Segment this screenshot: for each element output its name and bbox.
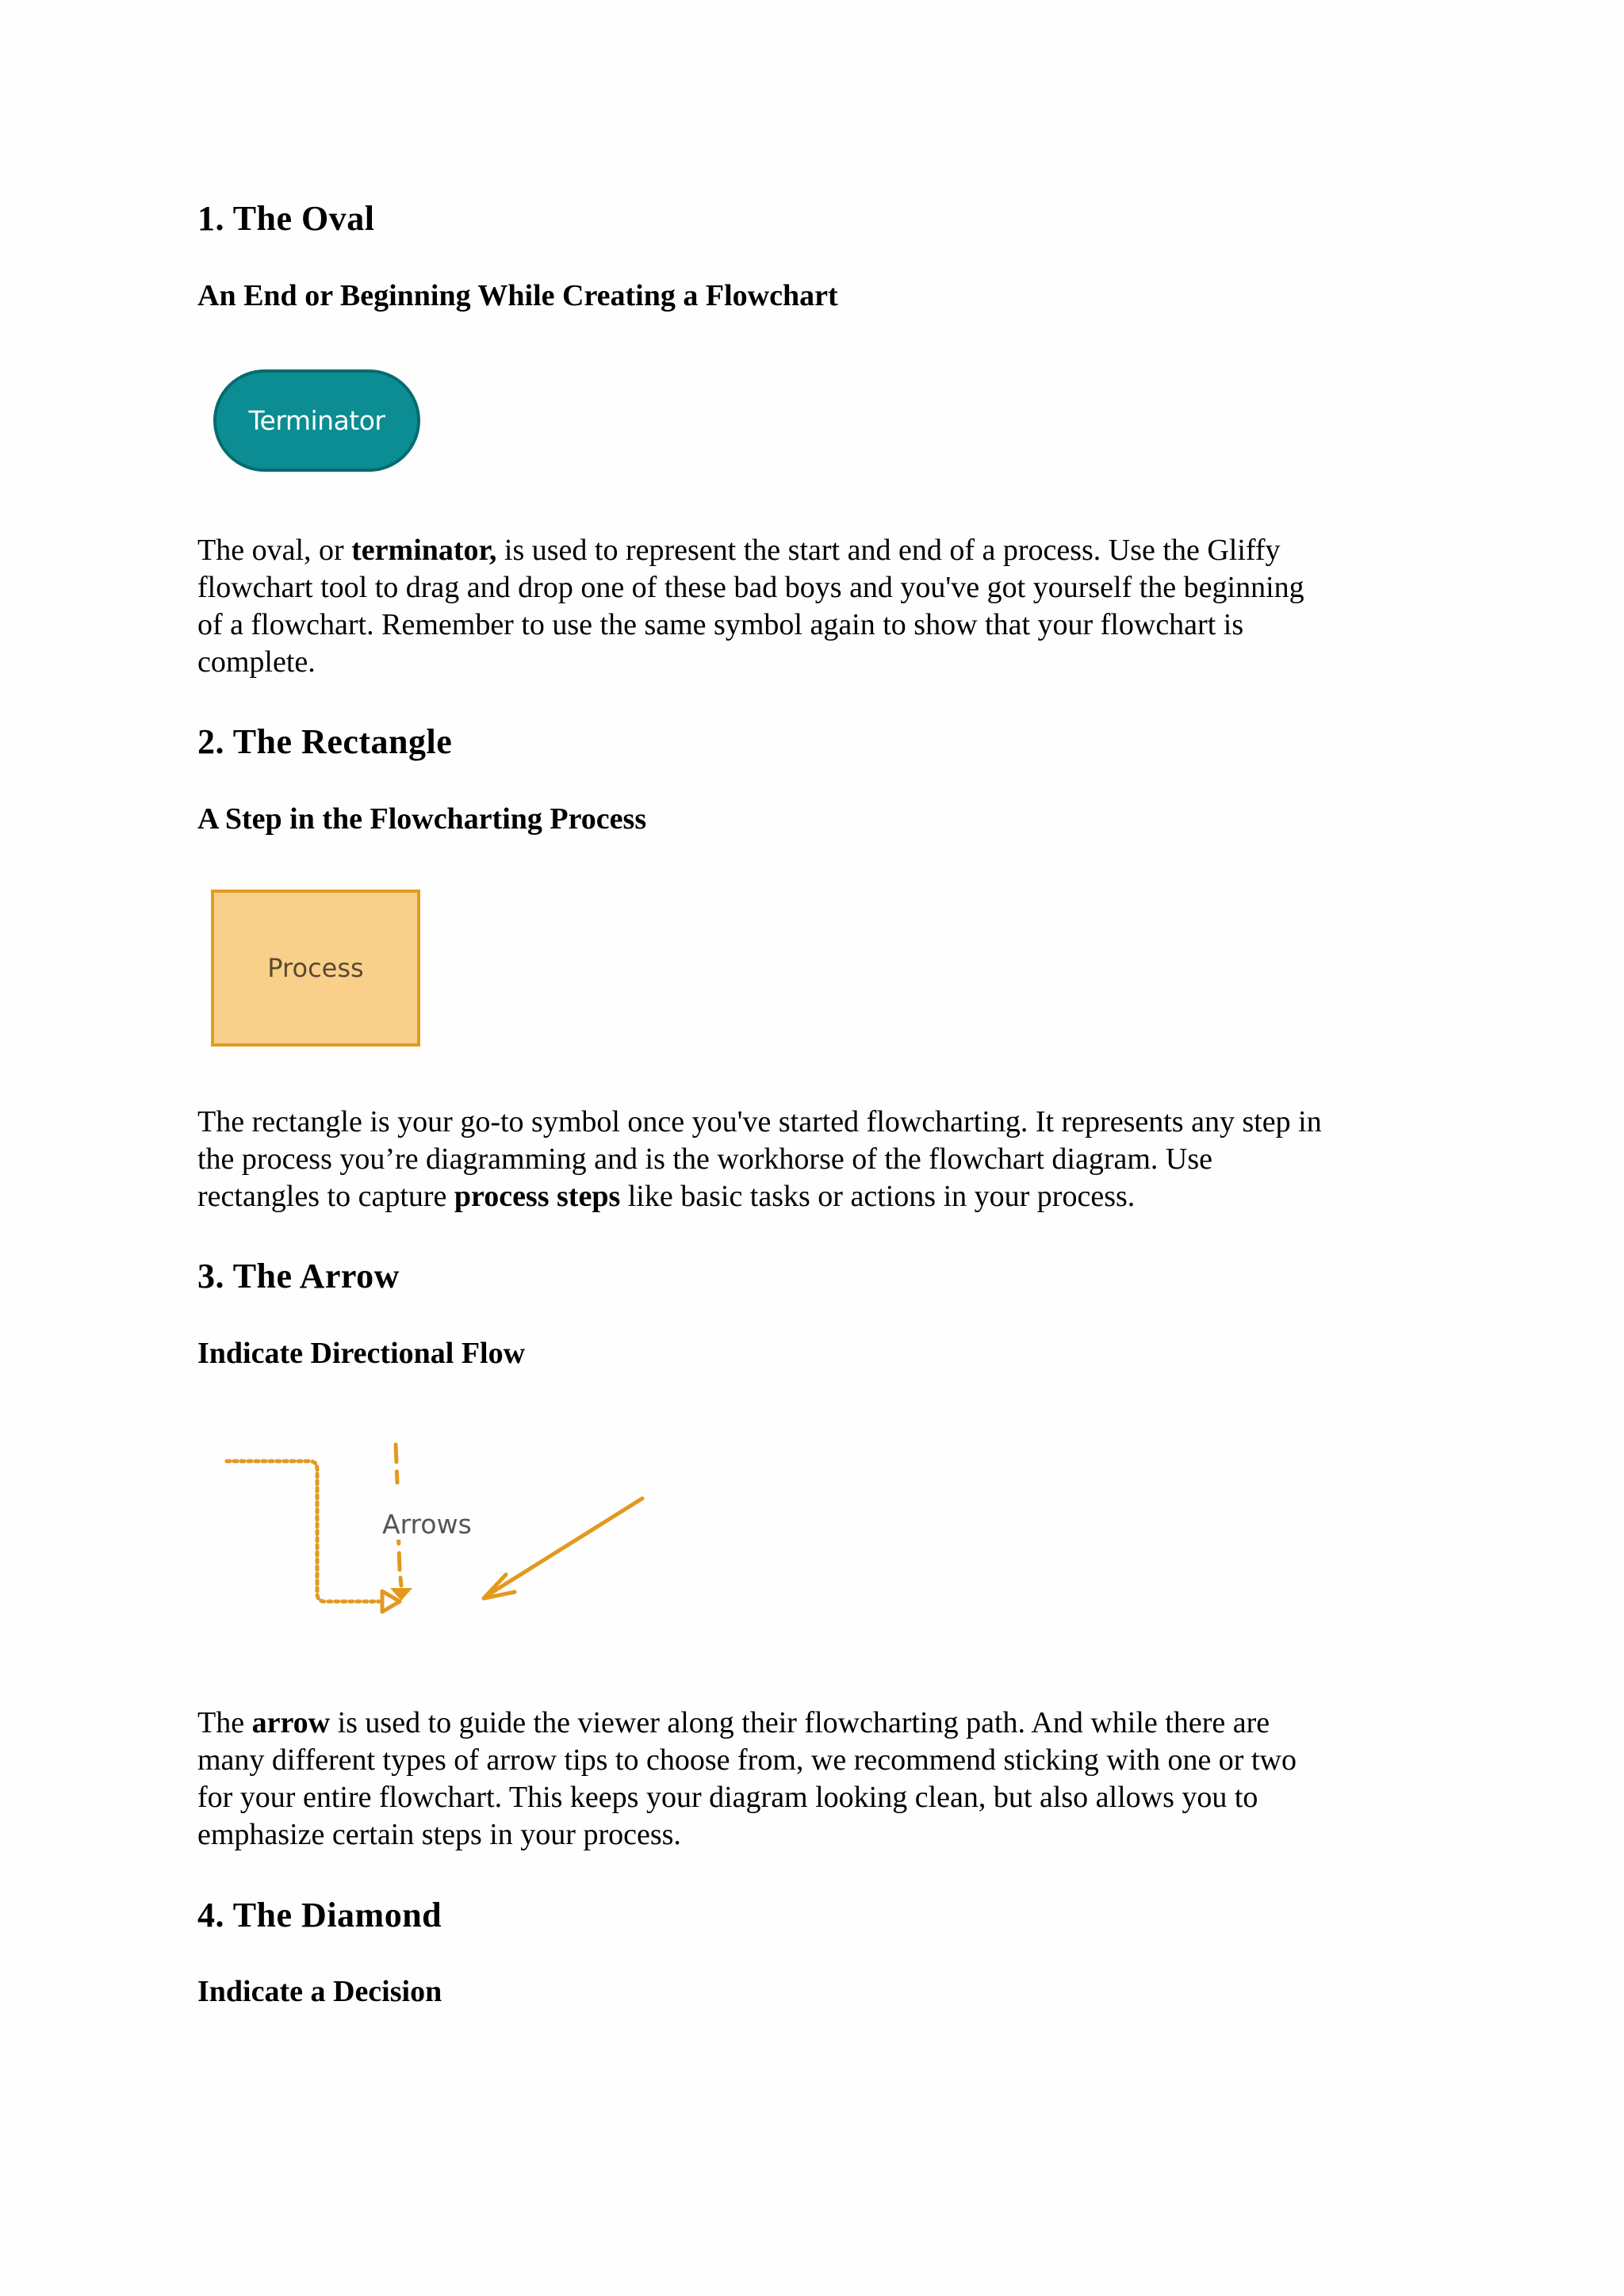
arrow-paragraph — [197, 1705, 1434, 1854]
text-run: like basic tasks or actions in your process. — [620, 1180, 1136, 1213]
text-line: complete. — [197, 645, 316, 679]
diagonal-arrow — [488, 1498, 642, 1595]
text-line: many different types of arrow tips to choose from, we recommend sticking with one or two — [197, 1743, 1297, 1777]
text-line: of a flowchart. Remember to use the same symbol again to show that your flowchart is — [197, 608, 1244, 641]
bold-term: arrow — [251, 1706, 331, 1739]
terminator-shape — [213, 369, 420, 472]
section-subtitle-oval: An End or Beginning While Creating a Flowchart — [197, 279, 838, 312]
text-run: is used to represent the start and end of a process. Use the Gliffy — [496, 534, 1281, 567]
bold-term: process steps — [454, 1180, 621, 1213]
text-run: The oval, or — [197, 534, 352, 567]
text-line: for your entire flowchart. This keeps your diagram looking clean, but also allows you to — [197, 1781, 1258, 1814]
section-subtitle-rectangle: A Step in the Flowcharting Process — [197, 802, 647, 836]
dotted-elbow-arrow — [227, 1461, 379, 1601]
oval-paragraph — [197, 532, 1434, 681]
section-subtitle-diamond: Indicate a Decision — [197, 1975, 442, 2008]
section-title-arrow: 3. The Arrow — [197, 1257, 400, 1295]
section-subtitle-arrow: Indicate Directional Flow — [197, 1337, 526, 1370]
text-line: The rectangle is your go-to symbol once you've started flowcharting. It represents any step in — [197, 1105, 1322, 1138]
text-run: The — [197, 1706, 252, 1739]
rectangle-paragraph — [197, 1104, 1434, 1215]
section-title-oval: 1. The Oval — [197, 199, 375, 238]
bold-term: terminator, — [351, 534, 497, 567]
arrows-label: Arrows — [382, 1509, 472, 1540]
text-line: flowchart tool to drag and drop one of these bad boys and you've got yourself the beginning — [197, 571, 1304, 604]
text-run: is used to guide the viewer along their flowcharting path. And while there are — [330, 1706, 1270, 1739]
text-line: emphasize certain steps in your process. — [197, 1818, 681, 1851]
text-run: rectangles to capture — [197, 1180, 454, 1213]
process-label: Process — [267, 953, 364, 983]
terminator-label: Terminator — [248, 405, 385, 436]
section-title-rectangle: 2. The Rectangle — [197, 722, 453, 761]
arrows-figure — [214, 1427, 658, 1633]
section-title-diamond: 4. The Diamond — [197, 1896, 442, 1934]
process-shape — [211, 890, 420, 1047]
text-line: the process you’re diagramming and is the workhorse of the flowchart diagram. Use — [197, 1142, 1212, 1176]
